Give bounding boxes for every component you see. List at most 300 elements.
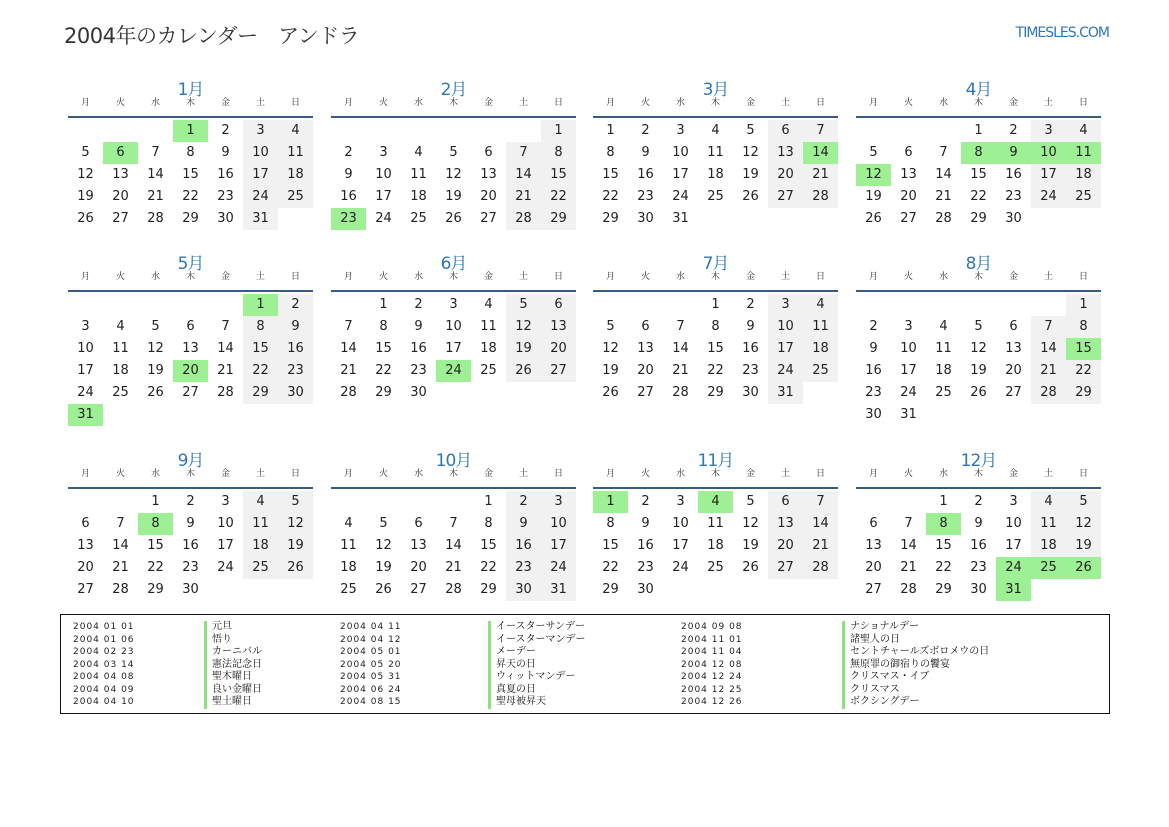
empty-cell [173,294,208,316]
weekday-label: 火 [378,272,388,282]
holiday-day-cell: 6 [103,142,138,164]
day-cell: 17 [768,338,803,360]
month-calendar [593,446,838,601]
day-cell: 9 [641,516,650,531]
day-cell: 24 [541,557,576,579]
day-cell: 14 [803,513,838,535]
day-cell: 3 [1031,120,1066,142]
day-cell: 20 [900,189,917,204]
day-cell: 28 [803,186,838,208]
day-cell: 6 [869,516,878,531]
day-cell: 10 [77,341,94,356]
day-cell: 27 [1005,385,1022,400]
month-calendar [68,249,313,426]
weekday-label: 日 [815,272,825,282]
day-cell: 9 [641,145,650,160]
day-cell: 13 [480,167,497,182]
weekday-label: 日 [290,98,300,108]
day-cell: 16 [217,167,234,182]
day-cell: 25 [707,189,724,204]
day-cell: 14 [935,167,952,182]
day-cell: 28 [672,385,689,400]
weekday-label: 金 [1008,98,1018,108]
day-cell: 16 [865,363,882,378]
holiday-day-cell: 20 [173,360,208,382]
weekday-label: 水 [413,98,423,108]
day-cell: 29 [243,382,278,404]
day-cell: 7 [939,145,948,160]
weekday-label: 土 [518,272,528,282]
month-name: 9月 [177,451,204,471]
empty-cell [68,294,103,316]
day-cell: 27 [768,557,803,579]
day-cell: 23 [278,360,313,382]
day-cell: 14 [112,538,129,553]
day-cell: 26 [445,211,462,226]
day-cell: 15 [480,538,497,553]
day-cell: 26 [602,385,619,400]
day-cell: 11 [480,319,497,334]
day-cell: 26 [147,385,164,400]
day-cell: 2 [221,123,230,138]
weekday-header [856,271,1101,292]
day-cell: 4 [484,297,493,312]
day-cell: 23 [182,560,199,575]
day-cell: 13 [768,142,803,164]
day-cell: 29 [707,385,724,400]
day-cell: 11 [278,142,313,164]
day-cell: 15 [541,164,576,186]
day-cell: 5 [606,319,615,334]
day-cell: 20 [637,363,654,378]
day-cell: 5 [151,319,160,334]
day-cell: 6 [484,145,493,160]
day-cell: 29 [935,582,952,597]
day-cell: 27 [112,211,129,226]
weekday-label: 木 [710,98,720,108]
weekday-label: 金 [1008,469,1018,479]
weekday-label: 火 [378,469,388,479]
day-cell: 2 [414,297,423,312]
holiday-date: 2004 04 08 [73,672,135,682]
weekday-header [331,271,576,292]
day-cell: 2 [641,494,650,509]
weekday-label: 土 [255,98,265,108]
weekday-label: 土 [255,272,265,282]
holiday-date: 2004 12 24 [681,672,743,682]
holiday-name: クリスマス [842,684,900,697]
day-cell: 16 [278,338,313,360]
day-cell: 21 [803,164,838,186]
day-cell: 30 [278,382,313,404]
day-cell: 31 [768,382,803,404]
weekday-label: 土 [255,469,265,479]
day-cell: 25 [1066,186,1101,208]
day-cell: 7 [803,120,838,142]
empty-cell [68,120,103,142]
day-cell: 11 [410,167,427,182]
day-cell: 28 [445,582,462,597]
holiday-day-cell: 15 [1066,338,1101,360]
day-cell: 21 [1031,360,1066,382]
day-cell: 17 [445,341,462,356]
site-name[interactable]: TIMESLES.COM [1015,25,1109,41]
weekday-label: 水 [675,469,685,479]
holiday-day-cell: 1 [243,294,278,316]
holiday-list [60,614,1110,714]
weekday-label: 水 [150,98,160,108]
day-cell: 2 [641,123,650,138]
weekday-label: 月 [868,272,878,282]
day-cell: 14 [1031,338,1066,360]
weekday-label: 火 [640,98,650,108]
holiday-date: 2004 04 12 [340,634,402,645]
day-cell: 5 [869,145,878,160]
day-cell: 21 [340,363,357,378]
day-cell: 7 [1031,316,1066,338]
holiday-day-cell: 31 [68,404,103,426]
holiday-day-cell: 26 [1066,557,1101,579]
day-cell: 20 [480,189,497,204]
day-cell: 10 [445,319,462,334]
day-cell: 5 [81,145,90,160]
day-cell: 12 [742,516,759,531]
weekday-label: 月 [343,272,353,282]
day-cell: 31 [900,407,917,422]
day-cell: 12 [970,341,987,356]
day-cell: 3 [243,120,278,142]
day-cell: 27 [865,582,882,597]
empty-cell [891,120,926,142]
day-cell: 19 [742,538,759,553]
day-cell: 14 [445,538,462,553]
holiday-day-cell: 9 [996,142,1031,164]
holiday-date: 2004 12 25 [681,684,743,695]
day-cell: 6 [186,319,195,334]
day-cell: 28 [935,211,952,226]
day-cell: 12 [506,316,541,338]
day-cell: 20 [865,560,882,575]
holiday-date: 2004 09 08 [681,622,743,632]
day-cell: 29 [375,385,392,400]
day-cell: 18 [340,560,357,575]
day-cell: 26 [278,557,313,579]
day-cell: 12 [742,145,759,160]
day-cell: 23 [410,363,427,378]
day-cell: 1 [1066,294,1101,316]
day-cell: 27 [77,582,94,597]
holiday-name: 元旦 [204,621,232,634]
day-cell: 23 [742,363,759,378]
day-cell: 10 [217,516,234,531]
day-cell: 9 [344,167,353,182]
day-cell: 25 [803,360,838,382]
weekday-header [593,468,838,489]
weekday-header [68,468,313,489]
day-cell: 15 [375,341,392,356]
day-grid [593,294,838,404]
day-cell: 12 [77,167,94,182]
day-cell: 23 [637,560,654,575]
day-cell: 11 [707,516,724,531]
weekday-label: 火 [640,469,650,479]
day-cell: 1 [484,494,493,509]
day-cell: 21 [445,560,462,575]
day-cell: 14 [340,341,357,356]
day-cell: 10 [541,513,576,535]
day-cell: 6 [768,491,803,513]
day-cell: 19 [1066,535,1101,557]
day-cell: 9 [221,145,230,160]
holiday-date: 2004 05 31 [340,672,402,682]
weekday-label: 金 [1008,272,1018,282]
holiday-day-cell: 4 [698,491,733,513]
day-cell: 21 [217,363,234,378]
day-cell: 4 [278,120,313,142]
weekday-label: 土 [780,272,790,282]
day-cell: 15 [970,167,987,182]
day-cell: 5 [449,145,458,160]
day-cell: 7 [449,516,458,531]
day-cell: 22 [541,186,576,208]
day-cell: 29 [182,211,199,226]
empty-cell [138,294,173,316]
day-cell: 20 [410,560,427,575]
weekday-label: 日 [1078,98,1088,108]
day-cell: 25 [340,582,357,597]
day-cell: 22 [375,363,392,378]
day-cell: 22 [707,363,724,378]
day-cell: 28 [1031,382,1066,404]
day-grid [68,294,313,426]
day-cell: 8 [243,316,278,338]
day-cell: 4 [344,516,353,531]
day-cell: 30 [506,579,541,601]
weekday-label: 火 [903,272,913,282]
day-cell: 11 [112,341,129,356]
day-cell: 5 [379,516,388,531]
page-title: 2004年のカレンダー アンドラ [64,24,360,48]
weekday-label: 月 [868,469,878,479]
empty-cell [506,120,541,142]
day-cell: 18 [1066,164,1101,186]
empty-cell [856,491,891,513]
day-cell: 23 [865,385,882,400]
day-cell: 22 [147,560,164,575]
weekday-label: 土 [518,98,528,108]
day-cell: 17 [672,167,689,182]
weekday-label: 土 [1043,98,1053,108]
day-cell: 21 [112,560,129,575]
day-cell: 14 [217,341,234,356]
weekday-label: 日 [815,98,825,108]
empty-cell [331,294,366,316]
day-cell: 16 [970,538,987,553]
day-cell: 6 [768,120,803,142]
holiday-name: 昇天の日 [488,659,536,672]
day-cell: 29 [541,208,576,230]
day-cell: 4 [243,491,278,513]
weekday-header [856,97,1101,118]
day-cell: 10 [1005,516,1022,531]
holiday-day-cell: 8 [926,513,961,535]
day-grid [856,120,1101,230]
holiday-date: 2004 04 11 [340,622,402,632]
empty-cell [436,491,471,513]
weekday-label: 日 [1078,469,1088,479]
day-grid [68,491,313,601]
day-cell: 19 [77,189,94,204]
weekday-label: 金 [483,469,493,479]
day-cell: 15 [243,338,278,360]
weekday-label: 水 [675,98,685,108]
month-calendar [331,249,576,404]
day-cell: 27 [900,211,917,226]
day-cell: 7 [221,319,230,334]
holiday-date: 2004 01 06 [73,634,135,645]
day-cell: 28 [900,582,917,597]
weekday-label: 木 [185,98,195,108]
day-cell: 21 [803,535,838,557]
day-cell: 15 [147,538,164,553]
day-cell: 23 [637,189,654,204]
weekday-label: 月 [80,98,90,108]
day-cell: 16 [410,341,427,356]
holiday-name: イースターサンデー [488,621,585,634]
holiday-date: 2004 04 10 [73,697,135,707]
day-cell: 21 [506,186,541,208]
day-cell: 17 [672,538,689,553]
weekday-header [68,97,313,118]
day-cell: 13 [637,341,654,356]
day-cell: 10 [900,341,917,356]
holiday-date: 2004 04 09 [73,684,135,695]
empty-cell [138,120,173,142]
day-cell: 13 [410,538,427,553]
day-cell: 28 [340,385,357,400]
holiday-day-cell: 11 [1066,142,1101,164]
day-cell: 15 [182,167,199,182]
day-cell: 25 [707,560,724,575]
day-cell: 19 [445,189,462,204]
empty-cell [628,294,663,316]
day-cell: 24 [217,560,234,575]
day-cell: 17 [77,363,94,378]
holiday-name: 真夏の日 [488,684,536,697]
day-cell: 28 [803,557,838,579]
holiday-date: 2004 05 01 [340,647,402,657]
month-calendar [593,75,838,230]
day-cell: 22 [602,189,619,204]
holiday-name: カーニバル [204,646,262,659]
day-cell: 9 [506,513,541,535]
day-cell: 22 [243,360,278,382]
month-name: 6月 [440,254,467,274]
month-calendar [593,249,838,404]
day-cell: 3 [1009,494,1018,509]
day-cell: 2 [506,491,541,513]
day-cell: 22 [1066,360,1101,382]
day-cell: 6 [414,516,423,531]
empty-cell [856,120,891,142]
day-cell: 16 [1005,167,1022,182]
day-cell: 29 [480,582,497,597]
day-grid [856,491,1101,601]
day-cell: 21 [147,189,164,204]
day-cell: 23 [217,189,234,204]
holiday-name: 聖母被昇天 [488,696,546,709]
month-calendar [856,446,1101,601]
day-cell: 17 [541,535,576,557]
day-cell: 16 [182,538,199,553]
day-cell: 20 [1005,363,1022,378]
day-cell: 6 [1009,319,1018,334]
weekday-label: 金 [745,272,755,282]
day-cell: 15 [602,167,619,182]
day-cell: 22 [935,560,952,575]
empty-cell [961,294,996,316]
day-cell: 4 [803,294,838,316]
weekday-label: 金 [220,469,230,479]
day-cell: 30 [742,385,759,400]
day-cell: 18 [707,167,724,182]
day-cell: 14 [147,167,164,182]
day-cell: 8 [541,142,576,164]
holiday-day-cell: 8 [961,142,996,164]
day-cell: 11 [935,341,952,356]
day-cell: 25 [112,385,129,400]
day-cell: 13 [77,538,94,553]
day-cell: 19 [865,189,882,204]
day-cell: 28 [217,385,234,400]
weekday-label: 火 [903,98,913,108]
day-cell: 24 [1031,186,1066,208]
day-cell: 12 [1066,513,1101,535]
weekday-label: 火 [115,469,125,479]
month-name: 4月 [965,80,992,100]
day-cell: 30 [637,211,654,226]
weekday-label: 土 [518,469,528,479]
day-cell: 24 [900,385,917,400]
day-cell: 31 [243,208,278,230]
empty-cell [68,491,103,513]
day-cell: 15 [935,538,952,553]
day-cell: 2 [186,494,195,509]
day-cell: 13 [1005,341,1022,356]
day-cell: 30 [865,407,882,422]
weekday-label: 木 [448,469,458,479]
day-cell: 7 [151,145,160,160]
holiday-name: 悟り [204,634,232,647]
day-cell: 13 [541,316,576,338]
weekday-label: 日 [553,272,563,282]
weekday-label: 日 [553,469,563,479]
holiday-day-cell: 10 [1031,142,1066,164]
empty-cell [366,491,401,513]
day-cell: 29 [970,211,987,226]
day-cell: 3 [449,297,458,312]
weekday-label: 土 [1043,469,1053,479]
weekday-label: 木 [973,272,983,282]
holiday-day-cell: 24 [996,557,1031,579]
day-cell: 2 [344,145,353,160]
day-cell: 8 [606,516,615,531]
day-cell: 2 [278,294,313,316]
day-cell: 7 [116,516,125,531]
day-cell: 1 [151,494,160,509]
holiday-name: 良い金曜日 [204,684,262,697]
day-cell: 16 [637,538,654,553]
